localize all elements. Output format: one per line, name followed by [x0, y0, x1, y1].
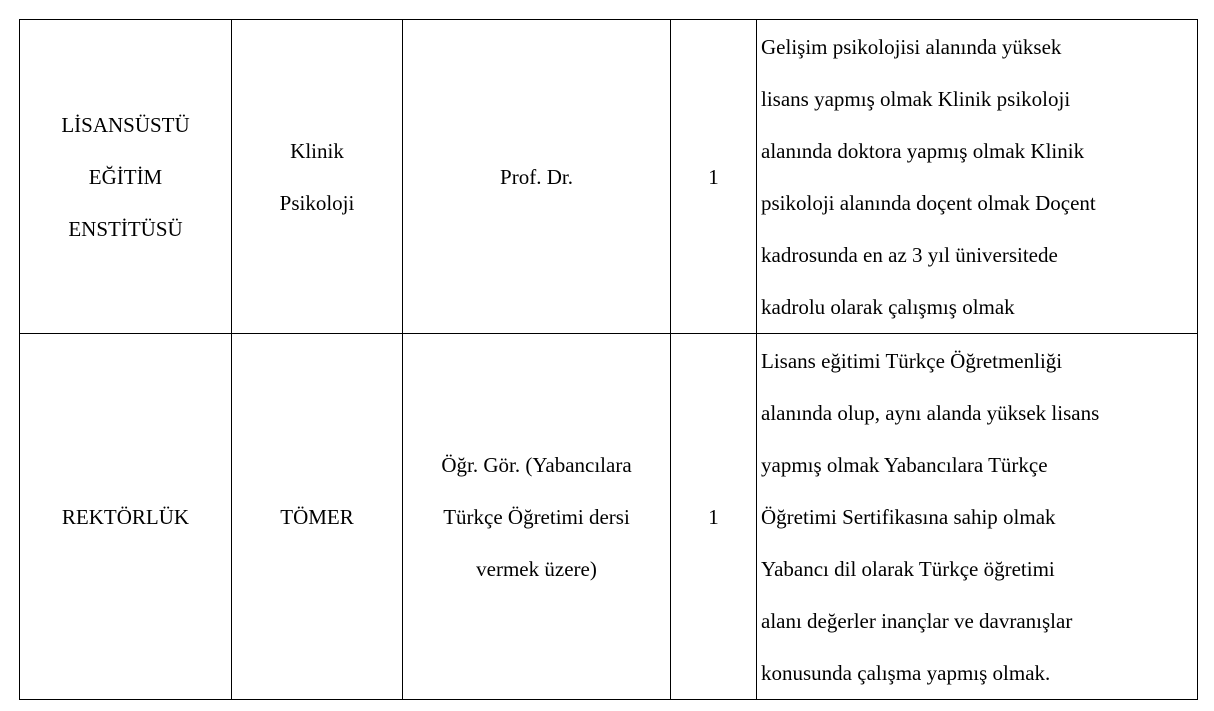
requirement-line: Lisans eğitimi Türkçe Öğretmenliği: [761, 348, 1063, 373]
title-line: vermek üzere): [476, 556, 597, 581]
unit-line: EĞİTİM: [88, 164, 163, 189]
count-value: 1: [708, 504, 719, 529]
department-cell: [232, 334, 403, 700]
title-line: Türkçe Öğretimi dersi: [443, 504, 630, 529]
unit-line: ENSTİTÜSÜ: [68, 216, 183, 241]
requirement-line: Öğretimi Sertifikasına sahip olmak: [761, 504, 1056, 529]
requirements-cell: [757, 20, 1198, 334]
requirements-cell: [757, 334, 1198, 700]
requirement-line: alanında doktora yapmış olmak Klinik: [761, 138, 1085, 163]
department-line: Psikoloji: [279, 190, 355, 215]
staff-positions-table: [19, 19, 1198, 700]
count-cell: [671, 20, 757, 334]
unit-cell: [20, 20, 232, 334]
requirement-line: Yabancı dil olarak Türkçe öğretimi: [761, 556, 1055, 581]
title-cell: [403, 20, 671, 334]
requirement-line: lisans yapmış olmak Klinik psikoloji: [761, 86, 1071, 111]
requirement-line: psikoloji alanında doçent olmak Doçent: [761, 190, 1096, 215]
requirement-line: kadrolu olarak çalışmış olmak: [761, 294, 1015, 319]
table-row: [20, 20, 1198, 334]
requirement-line: alanında olup, aynı alanda yüksek lisans: [761, 400, 1100, 425]
department-cell: [232, 20, 403, 334]
requirement-line: konusunda çalışma yapmış olmak.: [761, 660, 1051, 685]
title-cell: [403, 334, 671, 700]
requirement-line: alanı değerler inançlar ve davranışlar: [761, 608, 1073, 633]
requirement-line: Gelişim psikolojisi alanında yüksek: [761, 34, 1062, 59]
table-row: [20, 334, 1198, 700]
title-line: Prof. Dr.: [500, 164, 573, 189]
department-line: TÖMER: [280, 504, 354, 529]
title-line: Öğr. Gör. (Yabancılara: [441, 452, 632, 477]
unit-line: LİSANSÜSTÜ: [61, 112, 190, 137]
unit-cell: [20, 334, 232, 700]
department-line: Klinik: [290, 138, 344, 163]
unit-line: REKTÖRLÜK: [61, 504, 190, 529]
count-cell: [671, 334, 757, 700]
requirement-line: yapmış olmak Yabancılara Türkçe: [761, 452, 1048, 477]
requirement-line: kadrosunda en az 3 yıl üniversitede: [761, 242, 1058, 267]
count-value: 1: [708, 164, 719, 189]
